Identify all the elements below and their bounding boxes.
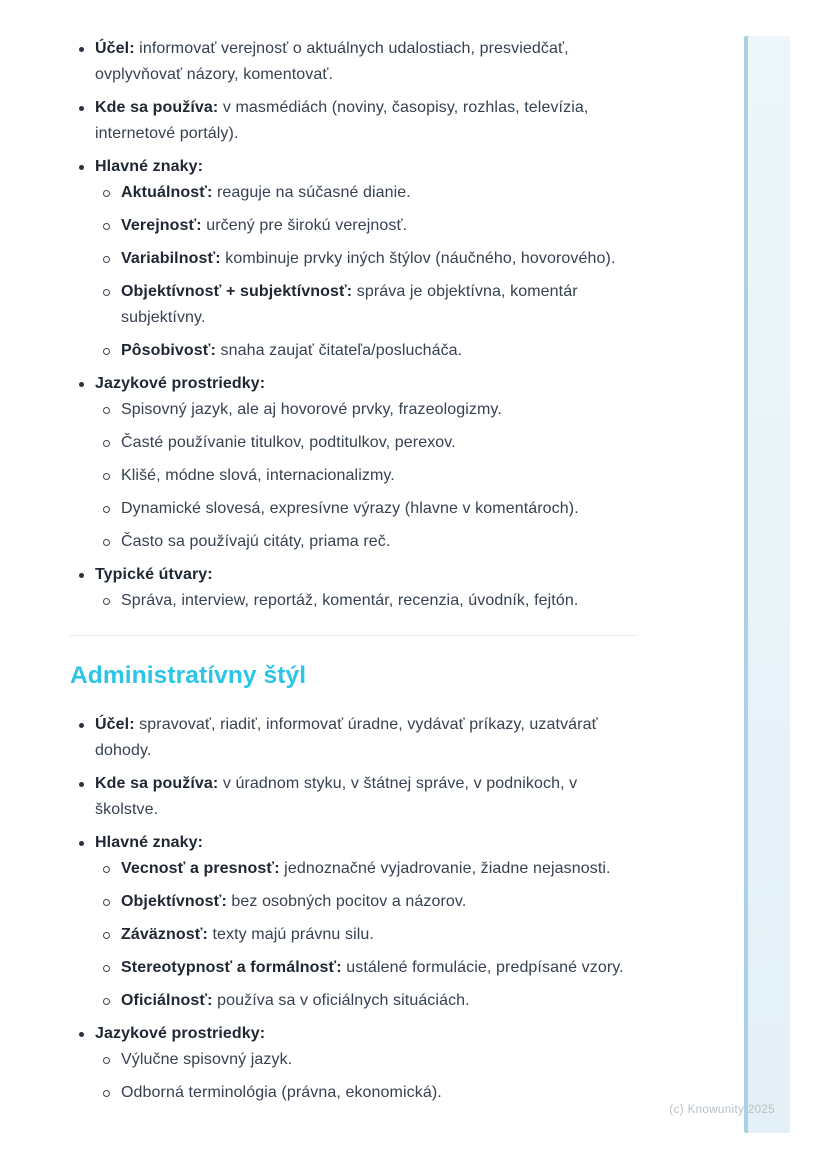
item-label: Kde sa používa: — [95, 99, 219, 116]
sub-list-item — [95, 988, 636, 1014]
sub-list-item — [95, 430, 636, 456]
item-label: Verejnosť: — [121, 217, 202, 234]
sub-list-item — [95, 1047, 636, 1073]
item-text: Časté používanie titulkov, podtitulkov, perexov. — [121, 434, 456, 451]
item-text: v úradnom styku, v štátnej správe, v podnikoch, v školstve. — [95, 775, 578, 818]
sub-list-item — [95, 1080, 636, 1106]
item-label: Kde sa používa: — [95, 775, 219, 792]
item-label: Záväznosť: — [121, 926, 208, 943]
sub-list — [95, 1047, 636, 1106]
highlight-bar — [744, 36, 790, 1133]
item-text: Klišé, módne slová, internacionalizmy. — [121, 467, 395, 484]
item-label: Hlavné znaky: — [95, 158, 204, 175]
document-content — [70, 36, 636, 1113]
item-text: Spisovný jazyk, ale aj hovorové prvky, frazeologizmy. — [121, 401, 502, 418]
sub-list-item — [95, 529, 636, 555]
item-text: Dynamické slovesá, expresívne výrazy (hlavne v komentároch). — [121, 500, 579, 517]
item-text: snaha zaujať čitateľa/poslucháča. — [220, 342, 463, 359]
item-label: Vecnosť a presnosť: — [121, 860, 280, 877]
administrative-style-list — [70, 712, 636, 1106]
item-label: Typické útvary: — [95, 566, 213, 583]
sub-list-item — [95, 463, 636, 489]
sub-list-item — [95, 246, 636, 272]
journalistic-style-list — [70, 36, 636, 614]
item-label: Variabilnosť: — [121, 250, 221, 267]
item-label: Účel: — [95, 40, 135, 57]
item-label: Jazykové prostriedky: — [95, 1025, 266, 1042]
item-text: spravovať, riadiť, informovať úradne, vydávať príkazy, uzatvárať dohody. — [95, 716, 598, 759]
sub-list-item — [95, 279, 636, 331]
list-item — [70, 830, 636, 1014]
item-text: Výlučne spisovný jazyk. — [121, 1051, 293, 1068]
list-item — [70, 1021, 636, 1106]
sub-list-item — [95, 588, 636, 614]
item-text: určený pre širokú verejnosť. — [206, 217, 408, 234]
list-item — [70, 154, 636, 364]
copyright-watermark: (c) Knowunity 2025 — [669, 1104, 775, 1116]
item-label: Objektívnosť: — [121, 893, 227, 910]
sub-list-item — [95, 889, 636, 915]
list-item — [70, 95, 636, 147]
list-item — [70, 771, 636, 823]
sub-list — [95, 397, 636, 555]
item-text: reaguje na súčasné dianie. — [216, 184, 411, 201]
item-text: Často sa používajú citáty, priama reč. — [121, 533, 391, 550]
list-item — [70, 371, 636, 555]
list-item — [70, 562, 636, 614]
section-divider — [70, 635, 636, 636]
item-text: Správa, interview, reportáž, komentár, recenzia, úvodník, fejtón. — [121, 592, 579, 609]
item-text: ustálené formulácie, predpísané vzory. — [346, 959, 624, 976]
sub-list-item — [95, 922, 636, 948]
sub-list-item — [95, 955, 636, 981]
sub-list-item — [95, 856, 636, 882]
sub-list — [95, 588, 636, 614]
sub-list-item — [95, 397, 636, 423]
item-text: správa je objektívna, komentár subjektívny. — [121, 283, 578, 326]
item-text: bez osobných pocitov a názorov. — [231, 893, 467, 910]
sub-list-item — [95, 180, 636, 206]
item-text: kombinuje prvky iných štýlov (náučného, hovorového). — [225, 250, 616, 267]
item-text: v masmédiách (noviny, časopisy, rozhlas, televízia, internetové portály). — [95, 99, 589, 142]
sub-list — [95, 856, 636, 1014]
sub-list-item — [95, 338, 636, 364]
section-heading: Administratívny štýl — [70, 662, 307, 689]
item-text: jednoznačné vyjadrovanie, žiadne nejasnosti. — [284, 860, 611, 877]
item-label: Stereotypnosť a formálnosť: — [121, 959, 342, 976]
item-text: informovať verejnosť o aktuálnych udalostiach, presviedčať, ovplyvňovať názory, komentovať. — [95, 40, 569, 83]
item-label: Účel: — [95, 716, 135, 733]
item-label: Oficiálnosť: — [121, 992, 213, 1009]
item-label: Aktuálnosť: — [121, 184, 213, 201]
item-label: Jazykové prostriedky: — [95, 375, 266, 392]
sub-list-item — [95, 496, 636, 522]
item-text: používa sa v oficiálnych situáciách. — [217, 992, 470, 1009]
item-label: Hlavné znaky: — [95, 834, 204, 851]
item-label: Pôsobivosť: — [121, 342, 216, 359]
list-item — [70, 712, 636, 764]
item-label: Objektívnosť + subjektívnosť: — [121, 283, 353, 300]
item-text: texty majú právnu silu. — [212, 926, 374, 943]
sub-list — [95, 180, 636, 364]
sub-list-item — [95, 213, 636, 239]
list-item — [70, 36, 636, 88]
item-text: Odborná terminológia (právna, ekonomická). — [121, 1084, 442, 1101]
